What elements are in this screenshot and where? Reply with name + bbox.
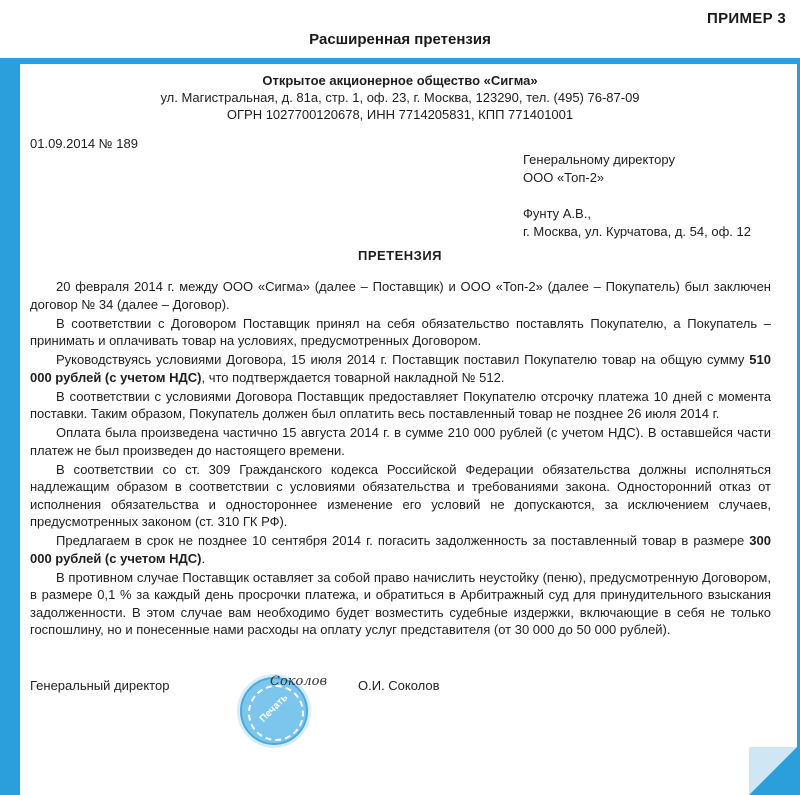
- amount-debt: 300 000 рублей (с учетом НДС): [30, 533, 771, 566]
- sender-address: ул. Магистральная, д. 81а, стр. 1, оф. 23, г. Москва, 123290, тел. (495) 76-87-09: [160, 90, 640, 105]
- addressee-block: [523, 151, 751, 241]
- date-number: 01.09.2014 № 189: [30, 136, 138, 151]
- sender-name: Открытое акционерное общество «Сигма»: [262, 73, 538, 88]
- paragraph-4: В соответствии с условиями Договора Поставщик предоставляет Покупателю отсрочку платежа 10 дней с момента поставки. Таким образом, Покупатель должен был оплатить весь поставленный товар не позднее 26 июля 2014 г.: [30, 388, 771, 421]
- paragraph-5: Оплата была произведена частично 15 августа 2014 г. в сумме 210 000 рублей (с учетом НДС). В оставшейся части платеж не был произведен до настоящего времени.: [30, 425, 771, 458]
- addressee-address: г. Москва, ул. Курчатова, д. 54, оф. 12: [523, 224, 751, 239]
- header-band: [0, 0, 800, 58]
- addressee-company: ООО «Топ-2»: [523, 170, 605, 185]
- sender-registration: ОГРН 1027700120678, ИНН 7714205831, КПП 771401001: [226, 107, 574, 122]
- signatory-role: Генеральный директор: [30, 678, 170, 693]
- paragraph-6: В соответствии со ст. 309 Гражданского кодекса Российской Федерации обязательства должны исполняться надлежащим образом в соответствии с условиями обязательства и требованиями закона. Односторонний отказ от исполнения обязательства и одностороннее изменение его условий не допускаются, за исключением случаев, предусмотренных законом (ст. 310 ГК РФ).: [30, 461, 771, 529]
- sender-block: [0, 72, 800, 123]
- stamp-text: Печать: [257, 692, 291, 725]
- page-title: Расширенная претензия: [309, 31, 491, 48]
- addressee-name: Фунту А.В.,: [523, 206, 591, 221]
- claim-body: [30, 278, 771, 640]
- page-fold-corner: [749, 747, 797, 795]
- example-label: ПРИМЕР 3: [707, 10, 786, 27]
- paragraph-7: Предлагаем в срок не позднее 10 сентября 2014 г. погасить задолженность за поставленный товар в размере 300 000 рублей (с учетом НДС).: [30, 533, 771, 566]
- signatory-name: О.И. Соколов: [358, 678, 440, 693]
- paragraph-8: В противном случае Поставщик оставляет за собой право начислить неустойку (пеню), предусмотренную Договором, в размере 0,1 % за каждый день просрочки платежа, и обратиться в Арбитражный суд для принудительного взыскания задолженности. В этом случае вам необходимо будет возместить судебные издержки, включающие в себя не только госпошлину, но и понесенные нами расходы на оплату услуг представителя (от 30 000 до 50 000 рублей).: [30, 569, 771, 637]
- paragraph-1: 20 февраля 2014 г. между ООО «Сигма» (далее – Поставщик) и ООО «Топ-2» (далее – Покупатель) был заключен договор № 34 (далее – Договор).: [30, 279, 771, 312]
- claim-title: ПРЕТЕНЗИЯ: [357, 248, 443, 263]
- handwritten-signature: Соколов: [270, 674, 328, 689]
- amount-total: 510 000 рублей (с учетом НДС): [30, 352, 771, 385]
- paragraph-3: Руководствуясь условиями Договора, 15 июля 2014 г. Поставщик поставил Покупателю товар на общую сумму 510 000 рублей (с учетом НДС), что подтверждается товарной накладной № 512.: [30, 352, 771, 385]
- paragraph-2: В соответствии с Договором Поставщик принял на себя обязательство поставлять Покупателю, а Покупатель – принимать и оплачивать товар на условиях, предусмотренных Договором.: [30, 315, 771, 348]
- addressee-position: Генеральному директору: [523, 152, 675, 167]
